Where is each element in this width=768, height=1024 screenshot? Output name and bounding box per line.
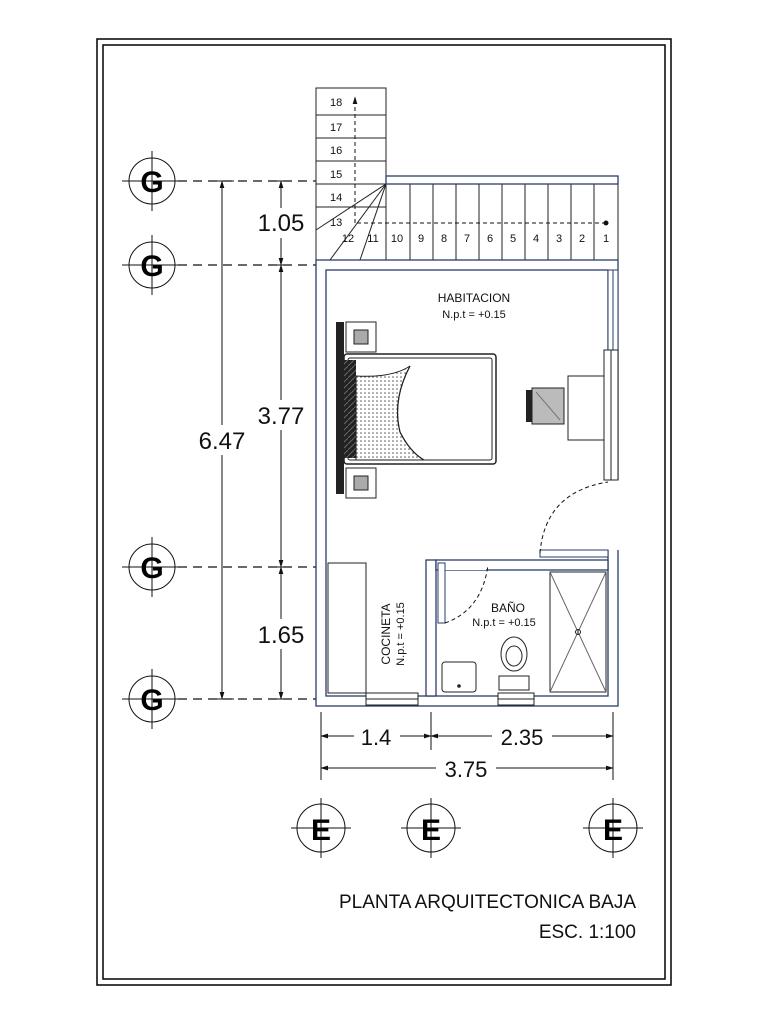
step-label: 6	[486, 233, 494, 245]
step-label: 7	[463, 233, 471, 245]
svg-text:G: G	[140, 250, 164, 283]
dim-stair-height: 1.05	[257, 210, 305, 237]
dim-width-right: 2.35	[500, 725, 544, 750]
step-label: 13	[330, 217, 343, 229]
step-label: 4	[532, 233, 540, 245]
axis-marker-g-3	[122, 537, 182, 597]
step-label: 17	[330, 122, 343, 134]
window-right	[604, 350, 618, 480]
svg-text:COCINETA: COCINETA	[379, 603, 393, 665]
svg-text:G: G	[140, 552, 164, 585]
axis-marker-e-3	[583, 798, 643, 858]
axis-marker-e-1	[291, 798, 351, 858]
step-label: 1	[602, 233, 610, 245]
vertical-dimensions	[196, 181, 308, 699]
svg-text:G: G	[140, 166, 164, 199]
dim-bath-height: 1.65	[257, 622, 305, 649]
step-label: 5	[509, 233, 517, 245]
step-label: 11	[367, 233, 379, 245]
staircase	[316, 88, 618, 260]
step-label: 9	[417, 233, 425, 245]
step-label: 2	[578, 233, 586, 245]
step-label: 12	[341, 233, 355, 245]
svg-text:E: E	[310, 814, 332, 847]
axis-marker-g-2	[122, 235, 182, 295]
svg-text:N.p.t = +0.15: N.p.t = +0.15	[442, 309, 506, 321]
horizontal-dimensions	[321, 712, 613, 782]
dim-total-height: 6.47	[198, 428, 246, 455]
axis-marker-g-1	[122, 151, 182, 211]
plan-title: PLANTA ARQUITECTONICA BAJA	[338, 892, 636, 913]
step-label: 16	[330, 145, 343, 157]
axis-marker-g-4	[122, 669, 182, 729]
svg-text:BAÑO: BAÑO	[490, 601, 526, 615]
svg-text:E: E	[420, 814, 442, 847]
step-label: 8	[440, 233, 448, 245]
step-label: 18	[330, 97, 343, 109]
svg-text:N.p.t = +0.15: N.p.t = +0.15	[472, 617, 536, 629]
axis-marker-e-2	[401, 798, 461, 858]
svg-text:N.p.t = +0.15: N.p.t = +0.15	[395, 602, 407, 666]
step-label: 14	[330, 192, 343, 204]
step-label: 10	[390, 233, 404, 245]
dim-width-left: 1.4	[360, 725, 392, 750]
svg-text:E: E	[602, 814, 624, 847]
dim-width-total: 3.75	[444, 757, 488, 782]
svg-text:HABITACION: HABITACION	[437, 291, 511, 305]
dim-room-height: 3.77	[257, 403, 305, 430]
svg-text:G: G	[140, 684, 164, 717]
step-label: 3	[555, 233, 563, 245]
plan-scale: ESC. 1:100	[538, 922, 636, 943]
step-label: 15	[330, 169, 343, 181]
